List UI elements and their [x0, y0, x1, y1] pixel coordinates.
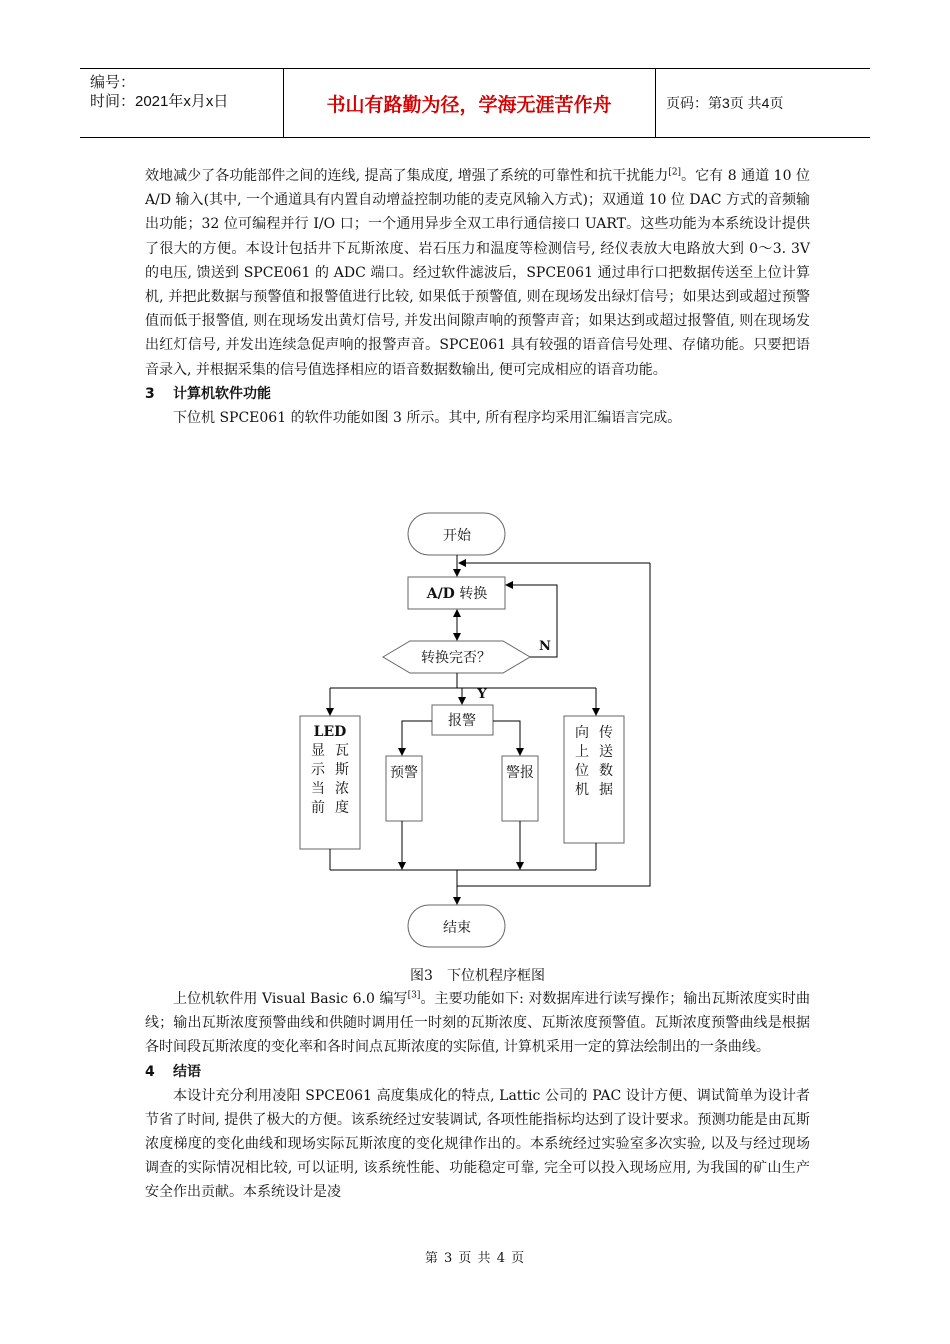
figure-caption: 图3 下位机程序框图 [410, 968, 545, 984]
section-number: 4 [145, 1063, 155, 1080]
flow-send-node [564, 716, 624, 843]
flow-yes-label: Y [477, 687, 487, 702]
citation-ref: [3] [407, 990, 421, 1001]
paragraph-text: 效地减少了各功能部件之间的连线, 提高了集成度, 增强了系统的可靠性和抗干扰能力 [145, 168, 669, 184]
page-footer: 第 3 页 共 4 页 [424, 1251, 526, 1266]
flow-ad-label: A/D 转换 [426, 586, 488, 602]
header-page-label: 页码：第3页 共4页 [666, 95, 784, 111]
section-4-heading [145, 1060, 810, 1084]
citation-ref: [2] [668, 167, 682, 178]
paragraph-text: 上位机软件用 Visual Basic 6.0 编写 [173, 991, 408, 1007]
upper-software-paragraph [145, 987, 810, 1060]
body-bottom [145, 987, 810, 1205]
flow-decision-label: 转换完否？ [421, 650, 491, 666]
paragraph-text: 。它有 8 通道 10 位 A/D 输入(其中, 一个通道具有内置自动增益控制功能的麦克风输入方式)；双通道 10 位 DAC 方式的音频输出功能；32 位可编程并行 I/O 口；一个通用异步全双工串行通信接口 UART。这些功能为本系统设计提供了很大的方便。本设计包括井下瓦斯浓度、岩石压力和温度等检测信号, 经仪表放大电路放大到 0～3. 3V 的电压, 馈送到 SPCE061 的 ADC 端口。经过软件滤波后，SPCE061 通过串行口把数据传送至上位计算机, 并把此数据与预警值和报警值进行比较, 如果低于预警值, 则在现场发出绿灯信号；如果达到或超过预警值而低于报警值, 则在现场发出黄灯信号, 并发出间隙声响的预警声音；如果达到或超过报警值, 则在现场发出红灯信号, 并发出连续急促声响的报警声音。SPCE061 具有较强的语音信号处理、存储功能。只要把语音录入, 并根据采集的信号值选择相应的语音数据数输出, 便可完成相应的语音功能。 [145, 168, 810, 378]
section-number: 3 [145, 385, 155, 402]
flow-arrow [493, 721, 520, 755]
flow-led-text: 显示当前 [311, 743, 325, 816]
header-number-label: 编号： [90, 74, 136, 91]
section-4-text: 本设计充分利用凌阳 SPCE061 高度集成化的特点, Lattic 公司的 PAC 设计方便、调试简单为设计者节省了时间, 提供了极大的方便。该系统经过安装调试, 各项性能指标均达到了设计要求。预测功能是由瓦斯浓度梯度的变化曲线和现场实际瓦斯浓度的变化规律作出的。本系统经过实验室多次实验, 以及与经过现场调查的实际情况相比较, 可以证明, 该系统性能、功能稳定可靠, 完全可以投入现场应用, 为我国的矿山生产安全作出贡献。本系统设计是凌 [145, 1087, 810, 1201]
flow-end-label: 结束 [443, 920, 471, 936]
flow-send-text: 传送数据 [599, 725, 613, 798]
flow-led-text: 瓦斯浓度 [335, 743, 349, 816]
flow-prewarn-label: 预警 [390, 765, 418, 781]
section-3-text: 下位机 SPCE061 的软件功能如图 3 所示。其中, 所有程序均采用汇编语言完成。 [173, 409, 682, 426]
flow-arrow [402, 721, 432, 755]
flow-alarm-label: 警报 [506, 765, 534, 781]
section-title: 计算机软件功能 [173, 385, 271, 402]
flow-send-text: 向上位机 [575, 725, 589, 798]
header-time-label: 时间：2021年x月x日 [90, 93, 229, 110]
flow-alarm-main-label: 报警 [448, 713, 476, 729]
section-title: 结语 [173, 1063, 201, 1080]
flow-start-label: 开始 [443, 528, 471, 544]
flow-no-label: N [539, 639, 551, 654]
flow-led-title: LED [313, 724, 347, 740]
paragraph-text: 。主要功能如下: 对数据库进行读写操作；输出瓦斯浓度实时曲线；输出瓦斯浓度预警曲线和供随时调用任一时刻的瓦斯浓度、瓦斯浓度预警值。瓦斯浓度预警曲线是根据各时间段瓦斯浓度的变化率和各时间点瓦斯浓度的实际值, 计算机采用一定的算法绘制出的一条曲线。 [145, 991, 810, 1056]
header-motto: 书山有路勤为径，学海无涯苦作舟 [326, 93, 612, 116]
